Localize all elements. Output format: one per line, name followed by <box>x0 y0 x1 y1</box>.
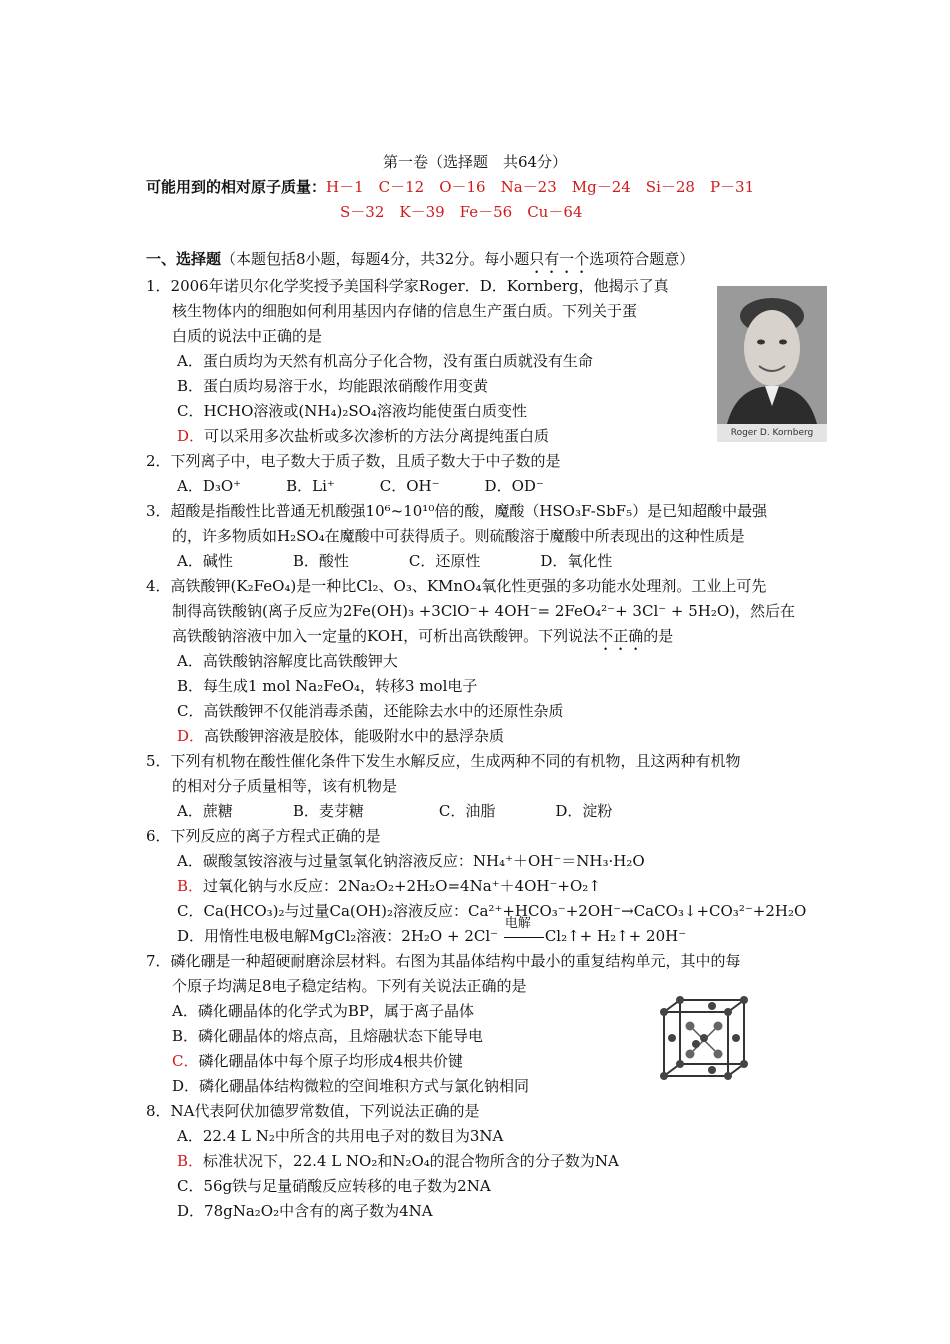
option-letter: C． <box>177 402 204 420</box>
q6-line-1: 6．下列反应的离子方程式正确的是 <box>146 827 381 845</box>
q6-option-b[interactable] <box>177 876 601 896</box>
q8-line-1: 8．NA代表阿伏加德罗常数值，下列说法正确的是 <box>146 1102 480 1120</box>
q1-option-c[interactable] <box>177 401 527 421</box>
q5-line-2: 的相对分子质量相等，该有机物是 <box>172 777 398 795</box>
q4-line-2: 制得高铁酸钠(离子反应为2Fe(OH)₃ +3ClO⁻+ 4OH⁻= 2FeO₄²⁻+ 3Cl⁻ + 5H₂O)，然后在 <box>172 602 796 620</box>
electrolysis-label: 电解 <box>504 916 531 931</box>
kornberg-photo <box>717 286 827 442</box>
q4-line-3 <box>172 626 673 654</box>
q5-line-1: 5．下列有机物在酸性催化条件下发生水解反应，生成两种不同的有机物，且这两种有机物 <box>146 752 741 770</box>
q7-option-b[interactable] <box>172 1026 483 1046</box>
option-letter: D． <box>177 427 205 445</box>
photo-caption: Roger D. Kornberg <box>717 424 827 442</box>
q3-line-2: 的，许多物质如H₂SO₄在魔酸中可获得质子。则硫酸溶于魔酸中所表现出的这种性质是 <box>172 527 745 545</box>
section-desc-after: 选项符合题意） <box>589 250 695 268</box>
atomic-mass-values-2: S－32 K－39 Fe－56 Cu－64 <box>340 203 583 221</box>
q1-option-a[interactable] <box>177 351 593 371</box>
reaction-bar <box>504 937 544 938</box>
page-title: 第一卷（选择题 共64分） <box>382 153 568 171</box>
atomic-mass-label: 可能用到的相对原子质量： <box>146 178 327 196</box>
q4-option-a[interactable] <box>177 651 398 671</box>
option-text: HCHO溶液或(NH₄)₂SO₄溶液均能使蛋白质变性 <box>203 402 527 420</box>
option-letter: C． <box>172 1052 199 1070</box>
option-text: 22.4 L N₂中所含的共用电子对的数目为3NA <box>202 1127 504 1145</box>
option-text: 高铁酸钾溶液是胶体，能吸附水中的悬浮杂质 <box>204 727 505 745</box>
option-text-before: 用惰性电极电解MgCl₂溶液：2H₂O + 2Cl⁻ <box>204 927 503 945</box>
option-letter: B． <box>177 677 204 695</box>
option-letter: D． <box>177 727 205 745</box>
q7-option-a[interactable] <box>172 1001 474 1021</box>
section-desc-before: （本题包括8小题，每题4分，共32分。每小题 <box>221 250 530 268</box>
q6-option-a[interactable] <box>177 851 645 871</box>
option-text: 高铁酸钠溶解度比高铁酸钾大 <box>202 652 398 670</box>
option-text: 蛋白质均易溶于水，均能跟浓硝酸作用变黄 <box>203 377 489 395</box>
section-title: 一、选择题 <box>146 250 222 268</box>
section-heading <box>146 249 694 277</box>
portrait-icon <box>717 286 827 424</box>
q8-option-c[interactable] <box>177 1176 491 1196</box>
option-letter: B． <box>177 1152 204 1170</box>
q8-option-d[interactable] <box>177 1201 433 1221</box>
option-text-after: Cl₂↑+ H₂↑+ 20H⁻ <box>544 927 687 945</box>
q1-line-2: 核生物体内的细胞如何利用基因内存储的信息生产蛋白质。下列关于蛋 <box>172 302 638 320</box>
option-text: 78gNa₂O₂中含有的离子数为4NA <box>204 1202 433 1220</box>
option-text: Ca(HCO₃)₂与过量Ca(OH)₂溶液反应：Ca²⁺+HCO₃⁻+2OH⁻→CaCO₃↓+CO₃²⁻+2H₂O <box>203 902 807 920</box>
option-letter: C． <box>177 702 204 720</box>
q2-line-1: 2．下列离子中，电子数大于质子数，且质子数大于中子数的是 <box>146 452 561 470</box>
q2-options[interactable]: A．D₃O⁺ B．Li⁺ C．OH⁻ D．OD⁻ <box>177 477 544 495</box>
option-letter: A． <box>177 352 203 370</box>
section-emphasis: 只有一个 <box>529 250 590 268</box>
option-letter: B． <box>177 377 204 395</box>
option-text: 磷化硼晶体的化学式为BP，属于离子晶体 <box>197 1002 474 1020</box>
option-text: 标准状况下，22.4 L NO₂和N₂O₄的混合物所含的分子数为NA <box>203 1152 619 1170</box>
option-letter: A． <box>177 652 203 670</box>
option-letter: C． <box>177 902 204 920</box>
option-letter: A． <box>177 852 203 870</box>
q1-line-1: 1．2006年诺贝尔化学奖授予美国科学家Roger．D．Kornberg，他揭示了真 <box>146 277 669 295</box>
option-letter: A． <box>177 1127 203 1145</box>
q1-option-d[interactable] <box>177 426 549 446</box>
option-text: 过氧化钠与水反应：2Na₂O₂+2H₂O=4Na⁺＋4OH⁻+O₂↑ <box>203 877 601 895</box>
q4-option-c[interactable] <box>177 701 564 721</box>
q7-option-d[interactable] <box>172 1076 529 1096</box>
option-text: 磷化硼晶体结构微粒的空间堆积方式与氯化钠相同 <box>199 1077 530 1095</box>
option-text: 蛋白质均为天然有机高分子化合物，没有蛋白质就没有生命 <box>202 352 593 370</box>
option-letter: D． <box>177 927 205 945</box>
electrolysis-arrow <box>503 916 545 946</box>
q3-line-1: 3．超酸是指酸性比普通无机酸强10⁶~10¹⁰倍的酸，魔酸（HSO₃F-SbF₅）是已知超酸中最强 <box>146 502 768 520</box>
q7-option-c[interactable] <box>172 1051 463 1071</box>
option-letter: D． <box>177 1202 205 1220</box>
option-letter: C． <box>177 1177 204 1195</box>
option-text: 高铁酸钾不仅能消毒杀菌，还能除去水中的还原性杂质 <box>203 702 564 720</box>
q1-option-b[interactable] <box>177 376 488 396</box>
atomic-mass-values-1: H－1 C－12 O－16 Na－23 Mg－24 Si－28 P－31 <box>326 178 755 196</box>
option-text: 可以采用多次盐析或多次渗析的方法分离提纯蛋白质 <box>204 427 550 445</box>
q7-line-1: 7．磷化硼是一种超硬耐磨涂层材料。右图为其晶体结构中最小的重复结构单元，其中的每 <box>146 952 741 970</box>
option-text: 每生成1 mol Na₂FeO₄，转移3 mol电子 <box>203 677 478 695</box>
atomic-mass-line-1 <box>146 177 754 197</box>
q6-option-d[interactable] <box>177 916 687 946</box>
q4-line-1: 4．高铁酸钾(K₂FeO₄)是一种比Cl₂、O₃、KMnO₄氧化性更强的多功能水处理剂。工业上可先 <box>146 577 767 595</box>
option-letter: B． <box>172 1027 199 1045</box>
q4-emphasis: 不正确 <box>598 627 644 645</box>
q1-line-3: 白质的说法中正确的是 <box>172 327 323 345</box>
option-text: 磷化硼晶体的熔点高，且熔融状态下能导电 <box>198 1027 484 1045</box>
q4-option-d[interactable] <box>177 726 504 746</box>
q5-options[interactable]: A．蔗糖 B．麦芽糖 C．油脂 D．淀粉 <box>177 802 613 820</box>
crystal-structure-icon <box>660 996 748 1082</box>
option-letter: D． <box>172 1077 200 1095</box>
option-text: 碳酸氢铵溶液与过量氢氧化钠溶液反应：NH₄⁺＋OH⁻＝NH₃·H₂O <box>202 852 645 870</box>
q8-option-b[interactable] <box>177 1151 619 1171</box>
q4-option-b[interactable] <box>177 676 477 696</box>
option-letter: B． <box>177 877 204 895</box>
option-text: 56g铁与足量硝酸反应转移的电子数为2NA <box>203 1177 491 1195</box>
q7-line-2: 个原子均满足8电子稳定结构。下列有关说法正确的是 <box>172 977 527 995</box>
q8-option-a[interactable] <box>177 1126 503 1146</box>
q4-line-3-text: 高铁酸钠溶液中加入一定量的KOH，可析出高铁酸钾。下列说法 <box>172 627 599 645</box>
q6-option-c[interactable] <box>177 901 806 921</box>
option-text: 磷化硼晶体中每个原子均形成4根共价键 <box>198 1052 464 1070</box>
q4-tail: 的是 <box>643 627 674 645</box>
q3-options[interactable]: A．碱性 B．酸性 C．还原性 D．氧化性 <box>177 552 613 570</box>
option-letter: A． <box>172 1002 198 1020</box>
